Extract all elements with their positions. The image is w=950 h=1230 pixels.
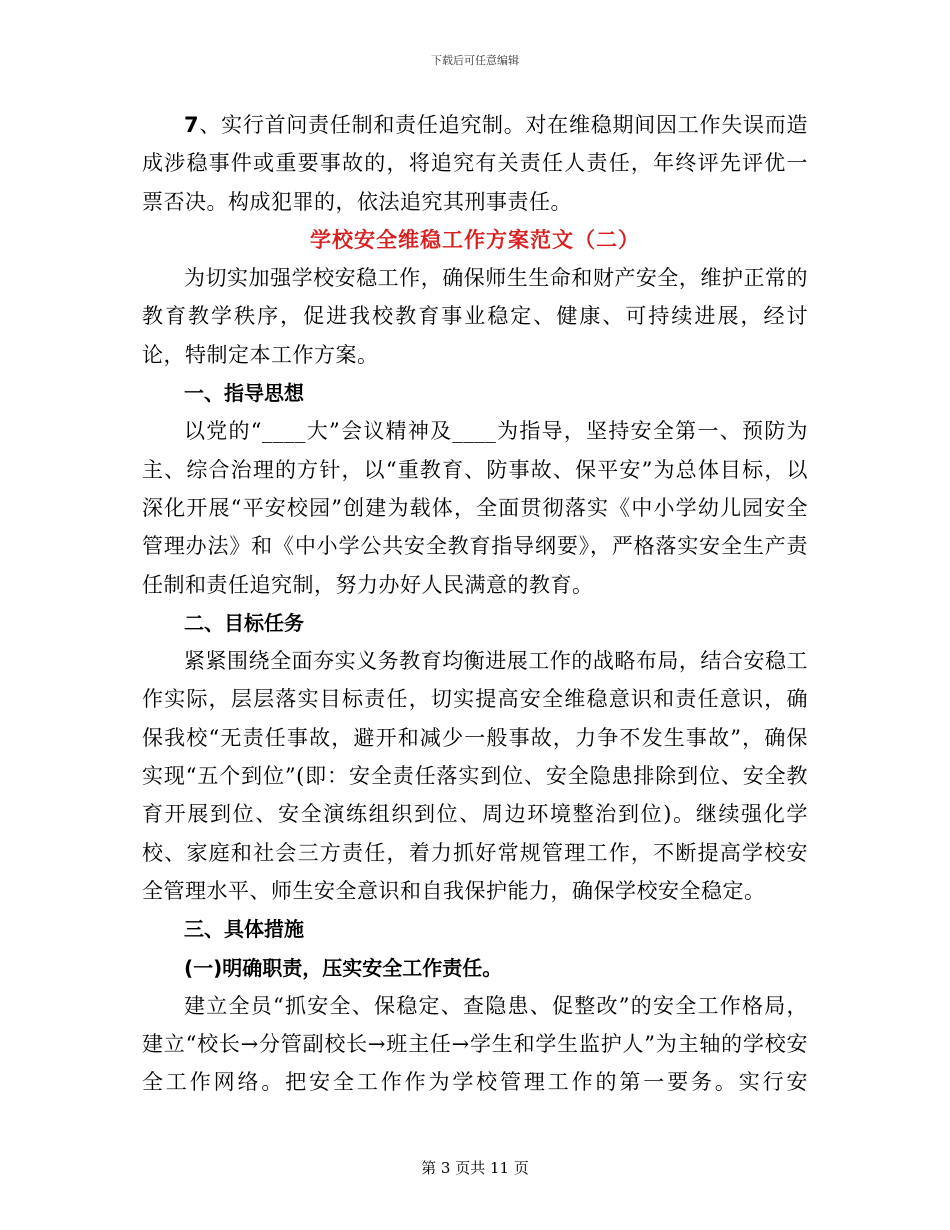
- section-7-paragraph: [142, 106, 808, 221]
- document-body: [142, 106, 808, 1102]
- section-7-number: 7: [184, 113, 200, 137]
- heading-specific-measures: 三、具体措施: [184, 917, 304, 942]
- guiding-ideology-paragraph: 以党的“____大”会议精神及____为指导，坚持安全第一、预防为主、综合治理的方针，以“重教育、防事故、保平安”为总体目标，以深化开展“平安校园”创建为载体，全面贯彻落实《中小学幼儿园安全管理办法》和《中小学公共安全教育指导纲要》，严格落实安全生产责任制和责任追究制，努力办好人民满意的教育。: [142, 419, 808, 597]
- heading-goals-tasks: 二、目标任务: [184, 610, 304, 635]
- page-footer: 第 3 页共 11 页: [421, 1159, 529, 1177]
- intro-paragraph: 为切实加强学校安稳工作，确保师生生命和财产安全，维护正常的教育教学秩序，促进我校教育事业稳定、健康、可持续进展，经讨论，特制定本工作方案。: [142, 266, 808, 367]
- section-7-text: 、实行首问责任制和责任追究制。对在维稳期间因工作失误而造成涉稳事件或重要事故的，将追究有关责任人责任，年终评先评优一票否决。构成犯罪的，依法追究其刑事责任。: [142, 113, 808, 214]
- document-title: 学校安全维稳工作方案范文（二）: [310, 227, 640, 252]
- specific-measures-paragraph: 建立全员“抓安全、保稳定、查隐患、促整改”的安全工作格局，建立“校长→分管副校长→班主任→学生和学生监护人”为主轴的学校安全工作网络。把安全工作作为学校管理工作的第一要务。实行安: [142, 993, 808, 1095]
- heading-guiding-ideology: 一、指导思想: [184, 381, 304, 406]
- goals-tasks-paragraph: 紧紧围绕全面夯实义务教育均衡进展工作的战略布局，结合安稳工作实际，层层落实目标责任，切实提高安全维稳意识和责任意识，确保我校“无责任事故，避开和减少一般事故，力争不发生事故”，确保实现“五个到位”(即：安全责任落实到位、安全隐患排除到位、安全教育开展到位、安全演练组织到位、周边环境整治到位)。继续强化学校、家庭和社会三方责任，着力抓好常规管理工作，不断提高学校安全管理水平、师生安全意识和自我保护能力，确保学校安全稳定。: [142, 649, 808, 903]
- page-header: 下载后可任意编辑: [431, 54, 519, 67]
- subheading-clarify-duties: (一)明确职责，压实安全工作责任。: [184, 955, 503, 980]
